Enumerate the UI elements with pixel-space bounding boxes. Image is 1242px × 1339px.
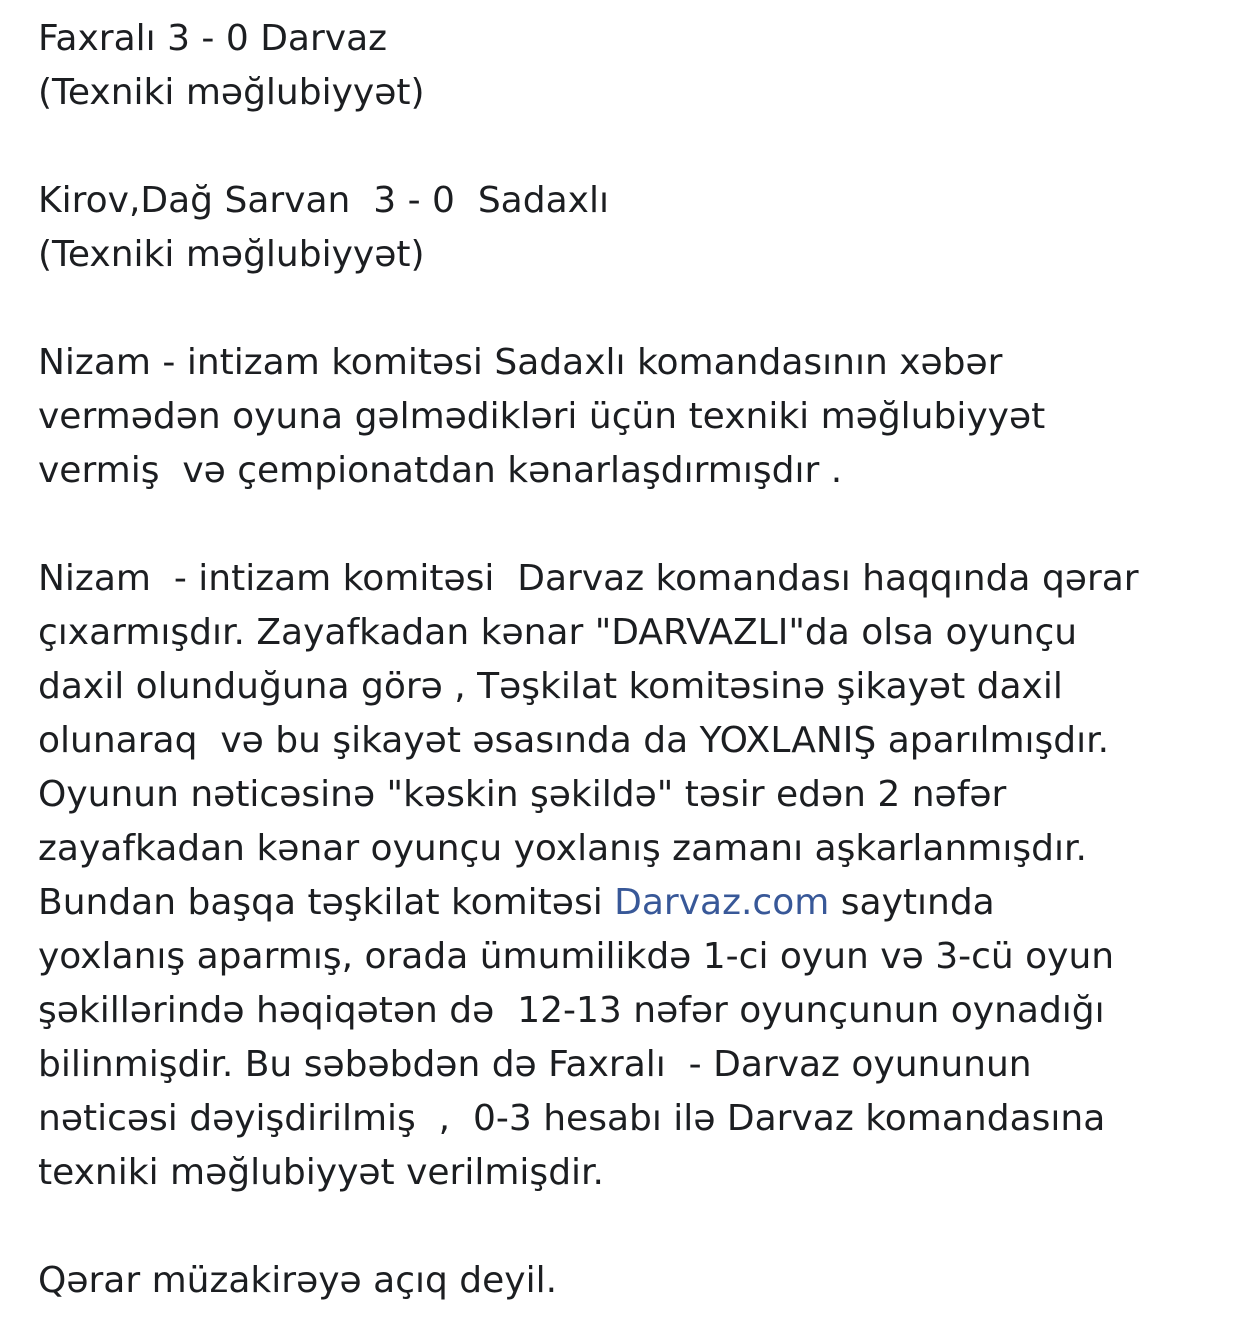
paragraph-line: şəkillərində həqiqətən də 12-13 nəfər oyunçunun oynadığı — [38, 990, 1105, 1031]
post-text — [38, 12, 1228, 1308]
link-line-suffix: saytında — [829, 882, 995, 923]
technical-defeat-note: (Texniki məğlubiyyət) — [38, 234, 425, 275]
paragraph-line: yoxlanış aparmış, orada ümumilikdə 1-ci oyun və 3-cü oyun — [38, 936, 1115, 977]
paragraph-line: çıxarmışdır. Zayafkadan kənar "DARVAZLI"da olsa oyunçu — [38, 612, 1078, 653]
paragraph-line: Nizam - intizam komitəsi Darvaz komandası haqqında qərar — [38, 558, 1139, 599]
paragraph-gap — [38, 498, 1228, 552]
paragraph-line: zayafkadan kənar oyunçu yoxlanış zamanı aşkarlanmışdır. — [38, 828, 1087, 869]
paragraph-line: daxil olunduğuna görə , Təşkilat komitəsinə şikayət daxil — [38, 666, 1063, 707]
paragraph-line: bilinmişdir. Bu səbəbdən də Faxralı - Darvaz oyununun — [38, 1044, 1032, 1085]
paragraph-line-with-link — [38, 876, 1228, 930]
paragraph-line: olunaraq və bu şikayət əsasında da YOXLANIŞ aparılmışdır. — [38, 720, 1110, 761]
paragraph-gap — [38, 120, 1228, 174]
closing-statement: Qərar müzakirəyə açıq deyil. — [38, 1260, 558, 1301]
darvaz-com-link[interactable]: Darvaz.com — [614, 882, 830, 923]
match-result-faxrali-darvaz: Faxralı 3 - 0 Darvaz — [38, 18, 388, 59]
match-result-kirov-sadaxli: Kirov,Dağ Sarvan 3 - 0 Sadaxlı — [38, 180, 609, 221]
paragraph-line: texniki məğlubiyyət verilmişdir. — [38, 1152, 604, 1193]
paragraph-line: nəticəsi dəyişdirilmiş , 0-3 hesabı ilə Darvaz komandasına — [38, 1098, 1106, 1139]
paragraph-line: Oyunun nəticəsinə "kəskin şəkildə" təsir edən 2 nəfər — [38, 774, 1007, 815]
paragraph-line: Nizam - intizam komitəsi Sadaxlı komandasının xəbər — [38, 342, 1003, 383]
technical-defeat-note: (Texniki məğlubiyyət) — [38, 72, 425, 113]
link-line-prefix: Bundan başqa təşkilat komitəsi — [38, 882, 615, 923]
paragraph-gap — [38, 282, 1228, 336]
paragraph-gap — [38, 1200, 1228, 1254]
paragraph-line: vermiş və çempionatdan kənarlaşdırmışdır . — [38, 450, 843, 491]
paragraph-line: vermədən oyuna gəlmədikləri üçün texniki məğlubiyyət — [38, 396, 1046, 437]
